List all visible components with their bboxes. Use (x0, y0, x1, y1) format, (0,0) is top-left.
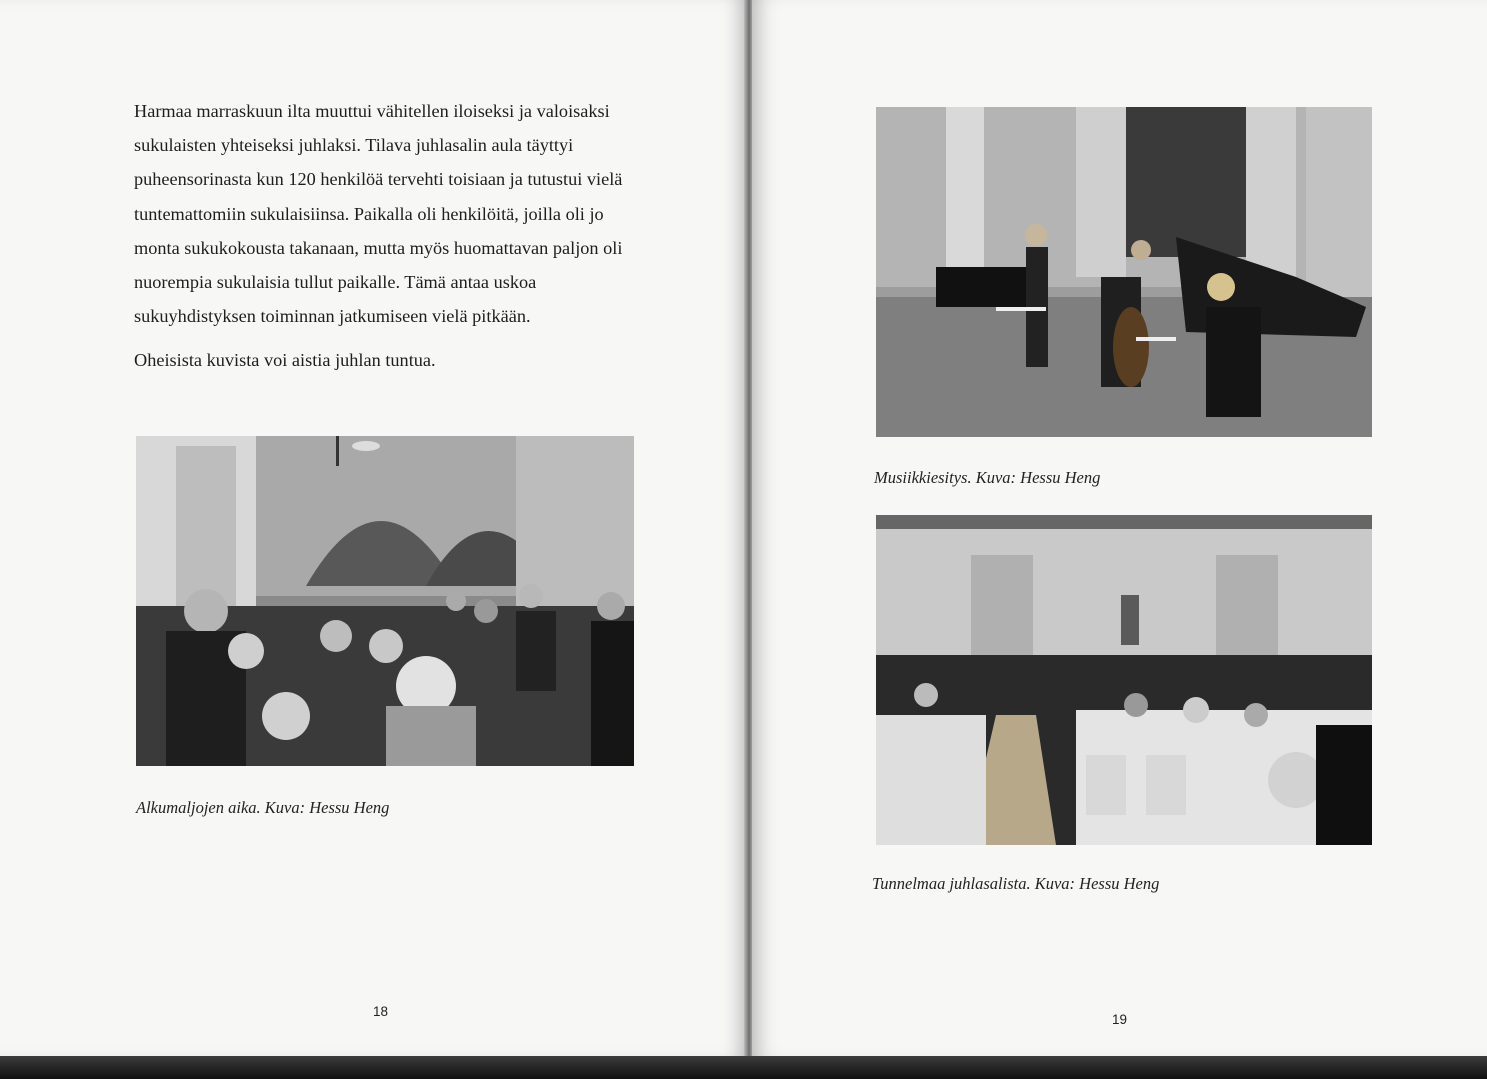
right-page (752, 0, 1487, 1056)
body-text (134, 94, 624, 388)
left-page (0, 0, 748, 1056)
page-number-left: 18 (373, 1004, 389, 1019)
paragraph-closing: Oheisista kuvista voi aistia juhlan tuntua. (134, 350, 436, 371)
music-performance-photo (876, 107, 1372, 437)
banquet-hall-caption: Tunnelmaa juhlasalista. Kuva: Hessu Heng (872, 874, 1160, 893)
page-number-right: 19 (1112, 1012, 1128, 1027)
banquet-hall-photo (876, 515, 1372, 845)
paragraph-intro: Harmaa marraskuun ilta muuttui vähitellen iloiseksi ja valoisaksi sukulaisten yhteiseksi juhlaksi. Tilava juhlasalin aula täyttyi puheensorinasta kun 120 henkilöä tervehti toisiaan ja tutustui vielä tuntemattomiin sukulaisiinsa. Paikalla oli henkilöitä, joilla oli jo monta sukukokousta takanaan, mutta myös huomattavan paljon oli nuorempia sukulaisia tullut paikalle. Tämä antaa uskoa sukuyhdistyksen toiminnan jatkumiseen vielä pitkään. (134, 101, 623, 327)
reception-photo-caption: Alkumaljojen aika. Kuva: Hessu Heng (136, 798, 390, 817)
reception-photo (136, 436, 634, 766)
music-performance-caption: Musiikkiesitys. Kuva: Hessu Heng (874, 468, 1101, 487)
bottom-edge-shadow (0, 1056, 1487, 1079)
